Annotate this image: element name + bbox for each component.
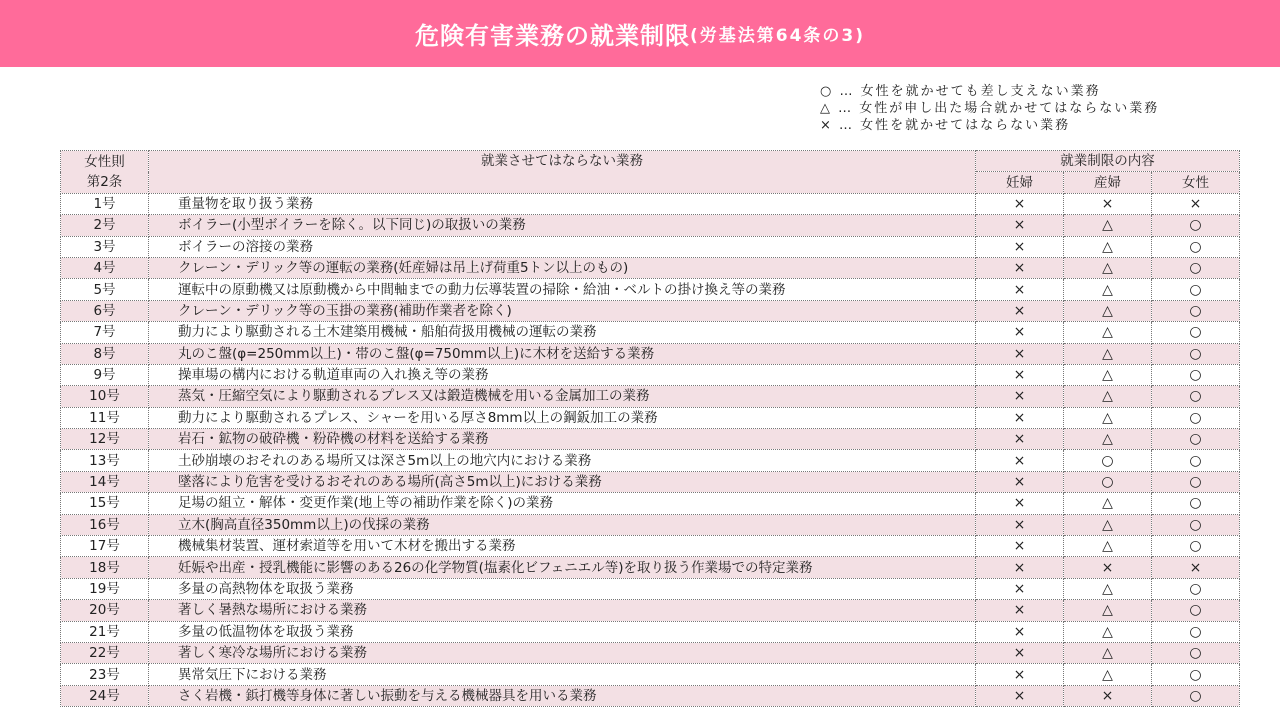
row-article: 5号 <box>61 279 149 300</box>
row-task <box>149 664 976 685</box>
row-article: 21号 <box>61 621 149 642</box>
row-postpartum: △ <box>1064 236 1152 257</box>
row-pregnant: × <box>976 685 1064 706</box>
header-women: 女性 <box>1152 172 1240 193</box>
row-task <box>149 621 976 642</box>
row-women: ○ <box>1152 450 1240 471</box>
row-task-text: クレーン・デリック等の玉掛の業務(補助作業者を除く) <box>178 302 512 319</box>
row-task <box>149 300 976 321</box>
row-pregnant: × <box>976 557 1064 578</box>
row-women: ○ <box>1152 407 1240 428</box>
header-article <box>61 151 149 194</box>
row-postpartum: × <box>1064 193 1152 214</box>
table-row <box>61 493 1240 514</box>
row-women: ○ <box>1152 300 1240 321</box>
row-task <box>149 193 976 214</box>
row-task-text: 多量の低温物体を取扱う業務 <box>178 623 354 640</box>
row-pregnant: × <box>976 600 1064 621</box>
table-row <box>61 407 1240 428</box>
row-women: ○ <box>1152 236 1240 257</box>
row-postpartum: △ <box>1064 493 1152 514</box>
row-task <box>149 685 976 706</box>
row-article: 11号 <box>61 407 149 428</box>
row-women: ○ <box>1152 600 1240 621</box>
row-task <box>149 450 976 471</box>
row-women: ○ <box>1152 429 1240 450</box>
row-pregnant: × <box>976 493 1064 514</box>
row-pregnant: × <box>976 257 1064 278</box>
row-task <box>149 236 976 257</box>
row-women: ○ <box>1152 493 1240 514</box>
row-postpartum: △ <box>1064 257 1152 278</box>
table-row <box>61 322 1240 343</box>
row-task-text: ボイラーの溶接の業務 <box>178 238 313 255</box>
row-women: ○ <box>1152 685 1240 706</box>
header-pregnant: 妊婦 <box>976 172 1064 193</box>
row-article: 15号 <box>61 493 149 514</box>
row-article: 13号 <box>61 450 149 471</box>
row-task-text: さく岩機・鋲打機等身体に著しい振動を与える機械器具を用いる業務 <box>178 687 597 704</box>
row-article: 24号 <box>61 685 149 706</box>
row-postpartum: △ <box>1064 364 1152 385</box>
row-task-text: 操車場の構内における軌道車両の入れ換え等の業務 <box>178 367 489 384</box>
row-women: ○ <box>1152 343 1240 364</box>
row-task-text: 立木(胸高直径350mm以上)の伐採の業務 <box>178 516 430 533</box>
row-postpartum: △ <box>1064 642 1152 663</box>
row-article: 23号 <box>61 664 149 685</box>
row-article: 16号 <box>61 514 149 535</box>
row-pregnant: × <box>976 536 1064 557</box>
row-article: 17号 <box>61 536 149 557</box>
row-pregnant: × <box>976 514 1064 535</box>
table-row <box>61 471 1240 492</box>
page-title: 危険有害業務の就業制限 <box>414 22 690 50</box>
row-pregnant: × <box>976 343 1064 364</box>
row-women: ○ <box>1152 471 1240 492</box>
row-pregnant: × <box>976 386 1064 407</box>
table-row <box>61 364 1240 385</box>
table-row <box>61 536 1240 557</box>
row-article: 3号 <box>61 236 149 257</box>
table-row <box>61 685 1240 706</box>
header-article-line1: 女性則 <box>84 153 125 170</box>
table-row <box>61 193 1240 214</box>
row-postpartum: △ <box>1064 300 1152 321</box>
table-row <box>61 578 1240 599</box>
row-postpartum: △ <box>1064 322 1152 343</box>
row-task <box>149 322 976 343</box>
row-pregnant: × <box>976 193 1064 214</box>
row-women: ○ <box>1152 215 1240 236</box>
row-pregnant: × <box>976 450 1064 471</box>
row-pregnant: × <box>976 322 1064 343</box>
row-pregnant: × <box>976 215 1064 236</box>
header-restriction-group: 就業制限の内容 <box>976 151 1240 172</box>
row-women: × <box>1152 557 1240 578</box>
row-women: ○ <box>1152 578 1240 599</box>
row-task-text: 動力により駆動されるプレス、シャーを用いる厚さ8mm以上の鋼鈑加工の業務 <box>178 409 658 426</box>
table-row <box>61 257 1240 278</box>
row-task <box>149 557 976 578</box>
row-task <box>149 493 976 514</box>
row-postpartum: △ <box>1064 386 1152 407</box>
row-women: ○ <box>1152 536 1240 557</box>
row-postpartum: △ <box>1064 600 1152 621</box>
table-row <box>61 215 1240 236</box>
row-postpartum: △ <box>1064 536 1152 557</box>
row-women: ○ <box>1152 322 1240 343</box>
row-women: ○ <box>1152 621 1240 642</box>
row-task <box>149 407 976 428</box>
row-pregnant: × <box>976 642 1064 663</box>
row-article: 19号 <box>61 578 149 599</box>
row-article: 2号 <box>61 215 149 236</box>
row-task-text: 異常気圧下における業務 <box>178 666 327 683</box>
table-row <box>61 621 1240 642</box>
row-pregnant: × <box>976 236 1064 257</box>
table-row <box>61 300 1240 321</box>
table-row <box>61 557 1240 578</box>
table-row <box>61 600 1240 621</box>
row-task-text: 多量の高熱物体を取扱う業務 <box>178 581 354 597</box>
row-pregnant: × <box>976 407 1064 428</box>
row-women: ○ <box>1152 664 1240 685</box>
row-task <box>149 386 976 407</box>
row-task-text: 重量物を取り扱う業務 <box>178 195 313 212</box>
row-task-text: クレーン・デリック等の運転の業務(妊産婦は吊上げ荷重5トン以上のもの) <box>178 260 629 277</box>
row-task <box>149 343 976 364</box>
legend <box>820 83 1159 134</box>
row-postpartum: △ <box>1064 578 1152 599</box>
row-article: 9号 <box>61 364 149 385</box>
row-task-text: 墜落により危害を受けるおそれのある場所(高さ5m以上)における業務 <box>178 474 602 491</box>
row-article: 18号 <box>61 557 149 578</box>
row-task <box>149 471 976 492</box>
row-task-text: 運転中の原動機又は原動機から中間軸までの動力伝導装置の掃除・給油・ベルトの掛け換え等の業務 <box>178 281 786 298</box>
table-row <box>61 664 1240 685</box>
row-postpartum: × <box>1064 685 1152 706</box>
row-article: 22号 <box>61 642 149 663</box>
row-task-text: 動力により駆動される土木建築用機械・船舶荷扱用機械の運転の業務 <box>178 324 597 341</box>
table-row <box>61 450 1240 471</box>
legend-item-ok: ○ … 女性を就かせても差し支えない業務 <box>820 84 1101 99</box>
row-postpartum: △ <box>1064 215 1152 236</box>
row-task <box>149 279 976 300</box>
table-row <box>61 236 1240 257</box>
row-women: × <box>1152 193 1240 214</box>
row-pregnant: × <box>976 664 1064 685</box>
row-postpartum: × <box>1064 557 1152 578</box>
title-banner <box>0 0 1280 67</box>
page-subtitle: (労基法第64条の3) <box>689 26 866 46</box>
row-task <box>149 257 976 278</box>
row-women: ○ <box>1152 257 1240 278</box>
header-article-line2: 第2条 <box>86 173 123 190</box>
table-row <box>61 279 1240 300</box>
row-task-text: 足場の組立・解体・変更作業(地上等の補助作業を除く)の業務 <box>178 495 554 512</box>
row-task <box>149 215 976 236</box>
row-article: 6号 <box>61 300 149 321</box>
legend-item-on-request: △ … 女性が申し出た場合就かせてはならない業務 <box>820 101 1160 116</box>
row-task-text: 岩石・鉱物の破砕機・粉砕機の材料を送給する業務 <box>178 431 489 448</box>
header-task: 就業させてはならない業務 <box>149 151 976 194</box>
header-postpartum: 産婦 <box>1064 172 1152 193</box>
table-row <box>61 429 1240 450</box>
row-pregnant: × <box>976 300 1064 321</box>
row-postpartum: △ <box>1064 407 1152 428</box>
row-pregnant: × <box>976 621 1064 642</box>
row-pregnant: × <box>976 429 1064 450</box>
row-article: 14号 <box>61 471 149 492</box>
table-row <box>61 642 1240 663</box>
row-task-text: 蒸気・圧縮空気により駆動されるプレス又は鍛造機械を用いる金属加工の業務 <box>178 388 650 405</box>
row-pregnant: × <box>976 578 1064 599</box>
row-task <box>149 429 976 450</box>
row-task-text: 著しく寒冷な場所における業務 <box>178 645 367 662</box>
restriction-table <box>60 150 1240 707</box>
row-women: ○ <box>1152 642 1240 663</box>
row-task-text: 著しく暑熱な場所における業務 <box>178 602 367 619</box>
row-article: 4号 <box>61 257 149 278</box>
row-article: 7号 <box>61 322 149 343</box>
row-task <box>149 642 976 663</box>
row-women: ○ <box>1152 279 1240 300</box>
row-task <box>149 578 976 599</box>
row-task-text: 土砂崩壊のおそれのある場所又は深さ5m以上の地穴内における業務 <box>178 452 592 469</box>
row-postpartum: △ <box>1064 429 1152 450</box>
row-postpartum: △ <box>1064 343 1152 364</box>
row-article: 20号 <box>61 600 149 621</box>
table-row <box>61 343 1240 364</box>
row-pregnant: × <box>976 364 1064 385</box>
row-women: ○ <box>1152 514 1240 535</box>
row-postpartum: △ <box>1064 514 1152 535</box>
row-pregnant: × <box>976 471 1064 492</box>
row-women: ○ <box>1152 386 1240 407</box>
row-postpartum: △ <box>1064 279 1152 300</box>
row-postpartum: ○ <box>1064 471 1152 492</box>
row-task-text: 丸のこ盤(φ=250mm以上)・帯のこ盤(φ=750mm以上)に木材を送給する業務 <box>178 345 655 362</box>
table-row <box>61 386 1240 407</box>
row-task <box>149 536 976 557</box>
row-article: 10号 <box>61 386 149 407</box>
row-article: 8号 <box>61 343 149 364</box>
table-row <box>61 514 1240 535</box>
row-task <box>149 514 976 535</box>
row-postpartum: ○ <box>1064 450 1152 471</box>
legend-item-prohibited: × … 女性を就かせてはならない業務 <box>820 118 1071 133</box>
row-article: 1号 <box>61 193 149 214</box>
row-pregnant: × <box>976 279 1064 300</box>
row-task-text: 妊娠や出産・授乳機能に影響のある26の化学物質(塩素化ビフェニエル等)を取り扱う作業場での特定業務 <box>178 559 813 576</box>
row-task <box>149 364 976 385</box>
row-postpartum: △ <box>1064 664 1152 685</box>
row-women: ○ <box>1152 364 1240 385</box>
row-task <box>149 600 976 621</box>
row-task-text: ボイラー(小型ボイラーを除く。以下同じ)の取扱いの業務 <box>178 217 526 234</box>
row-task-text: 機械集材装置、運材索道等を用いて木材を搬出する業務 <box>178 538 516 555</box>
row-postpartum: △ <box>1064 621 1152 642</box>
row-article: 12号 <box>61 429 149 450</box>
